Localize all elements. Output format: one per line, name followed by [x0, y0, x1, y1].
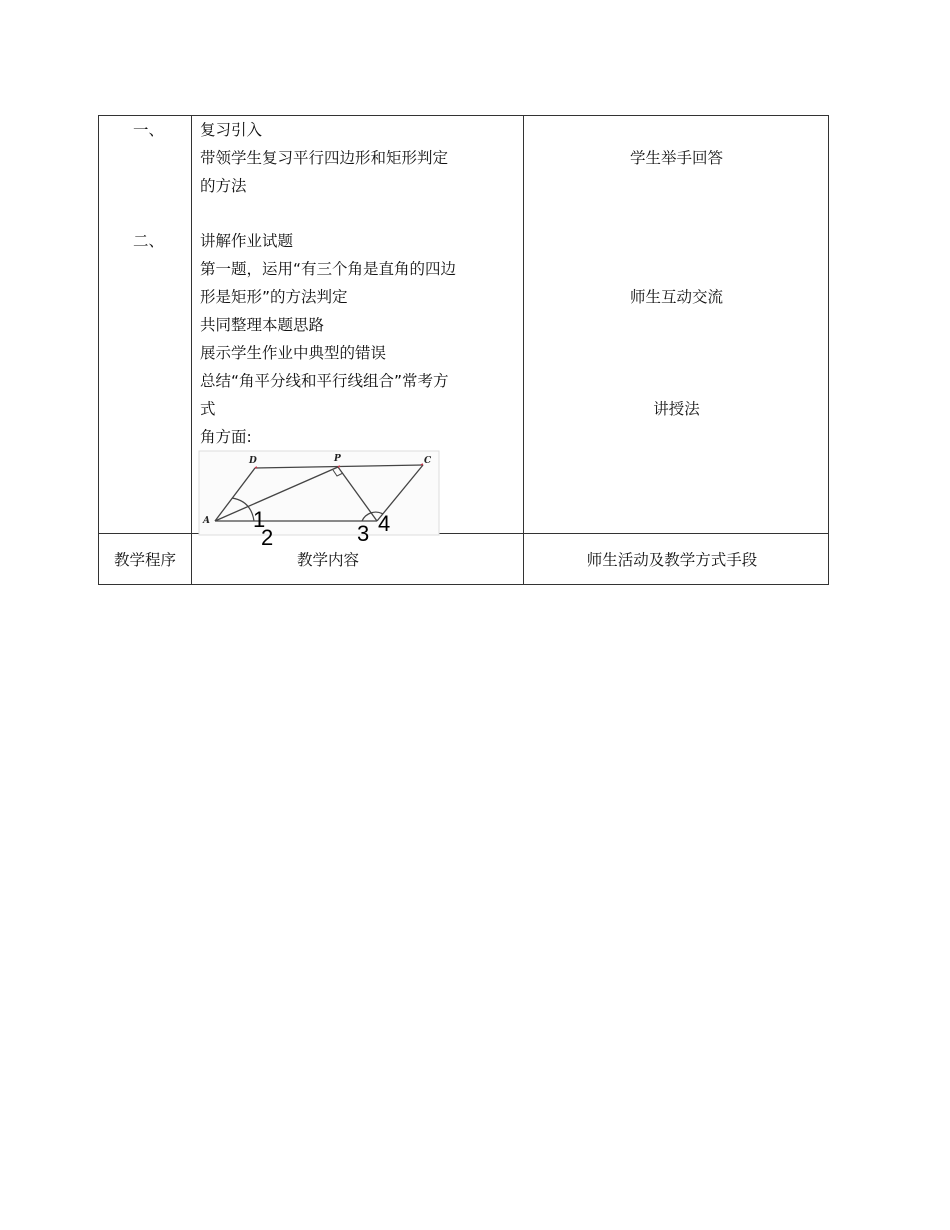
- section-2-content-line-5: 总结“角平分线和平行线组合”常考方: [200, 372, 449, 390]
- section-2-content-line-4: 展示学生作业中典型的错误: [200, 344, 387, 362]
- tick-d: [255, 467, 257, 468]
- parallelogram-figure: [199, 451, 439, 550]
- column-divider-2: [523, 116, 524, 584]
- point-label-c: C: [424, 456, 432, 466]
- parallelogram-diagram: [199, 451, 439, 550]
- tick-c: [421, 464, 423, 465]
- footer-col-activity: 师生活动及教学方式手段: [586, 551, 758, 569]
- section-2-number: 二、: [133, 232, 165, 250]
- section-2-content-line-6: 式: [200, 400, 216, 418]
- point-label-a: A: [203, 516, 210, 526]
- section-2-title: 讲解作业试题: [200, 232, 294, 250]
- section-2-content-line-1: 第一题，运用“有三个角是直角的四边: [200, 260, 457, 278]
- section-1-activity: 学生举手回答: [629, 149, 723, 167]
- angle-number-3: 3: [357, 521, 370, 546]
- section-2-content-line-7: 角方面:: [200, 428, 252, 446]
- point-label-p: P: [334, 454, 341, 464]
- column-divider-1: [191, 116, 192, 584]
- footer-col-procedure: 教学程序: [113, 551, 176, 569]
- angle-number-2: 2: [261, 525, 274, 550]
- section-2-content-line-3: 共同整理本题思路: [200, 316, 325, 334]
- angle-number-1: 1: [253, 507, 266, 532]
- lesson-table: [98, 115, 829, 585]
- section-1-title: 复习引入: [200, 121, 263, 139]
- angle-number-4: 4: [378, 511, 391, 536]
- section-1-number: 一、: [133, 121, 165, 139]
- footer-col-content: 教学内容: [296, 551, 359, 569]
- section-2-activity-1: 师生互动交流: [629, 288, 723, 306]
- section-2-activity-2: 讲授法: [653, 400, 700, 418]
- section-1-content-line-1: 带领学生复习平行四边形和矩形判定: [200, 149, 449, 167]
- tick-p: [338, 466, 340, 467]
- point-label-d: D: [249, 456, 257, 466]
- section-1-content-line-2: 的方法: [200, 177, 247, 195]
- section-2-content-line-2: 形是矩形”的方法判定: [200, 288, 348, 306]
